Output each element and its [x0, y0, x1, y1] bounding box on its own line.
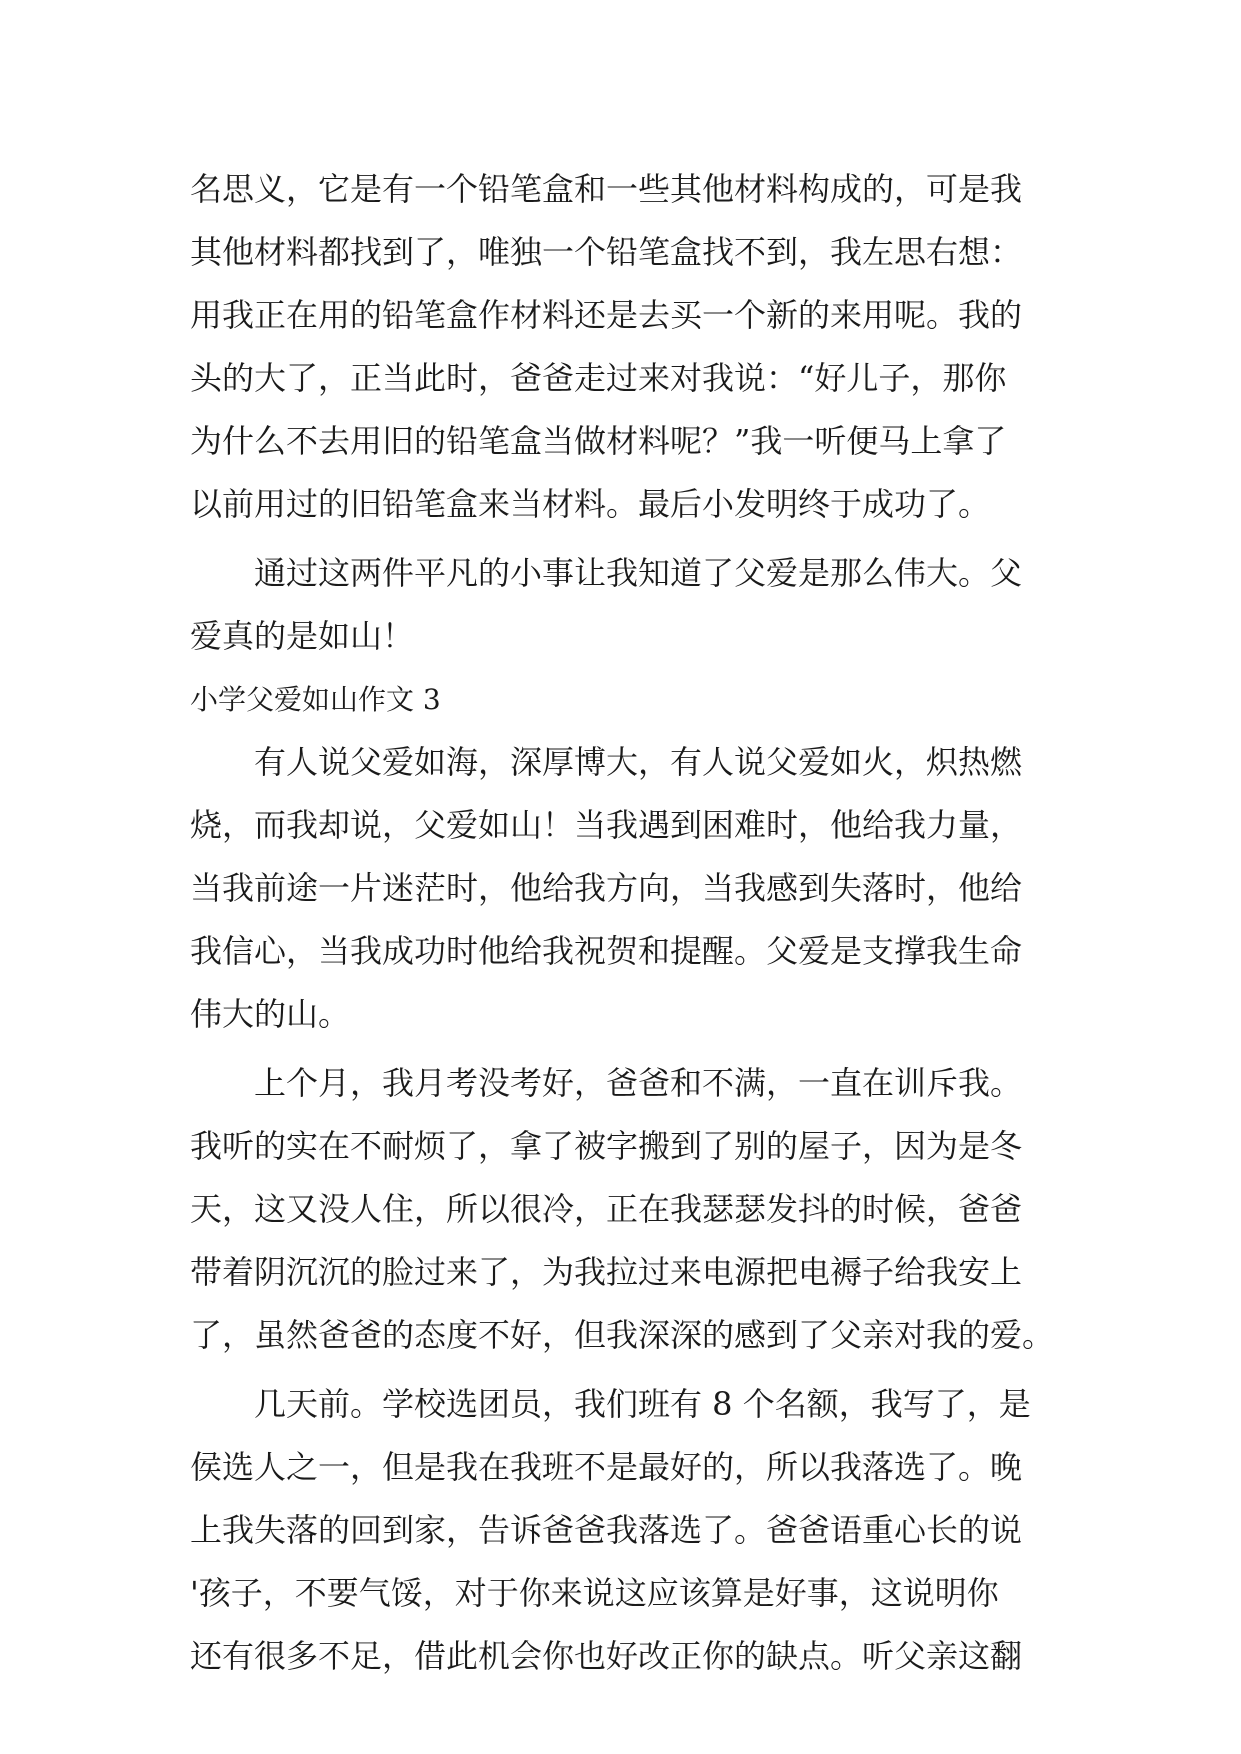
text-line: 我听的实在不耐烦了，拿了被字搬到了别的屋子，因为是冬 [190, 1127, 1023, 1165]
document-body [190, 158, 1070, 1688]
text-line: 有人说父爱如海，深厚博大，有人说父爱如火，炽热燃 [190, 743, 1023, 781]
text-line: 几天前。学校选团员，我们班有 8 个名额，我写了，是 [190, 1385, 1031, 1423]
text-line: 烧，而我却说，父爱如山！当我遇到困难时，他给我力量， [190, 806, 1023, 844]
text-line: '孩子，不要气馁，对于你来说这应该算是好事，这说明你 [190, 1574, 999, 1612]
text-line: 爱真的是如山！ [190, 617, 415, 655]
text-line: 上个月，我月考没考好，爸爸和不满，一直在训斥我。 [190, 1064, 1023, 1102]
text-line: 名思义，它是有一个铅笔盒和一些其他材料构成的，可是我 [190, 170, 1023, 208]
text-line: 其他材料都找到了，唯独一个铅笔盒找不到，我左思右想： [190, 233, 1023, 271]
paragraph [190, 731, 1070, 1046]
text-line: 用我正在用的铅笔盒作材料还是去买一个新的来用呢。我的 [190, 296, 1023, 334]
paragraph [190, 1052, 1070, 1367]
text-line: 伟大的山。 [190, 995, 351, 1033]
paragraph [190, 158, 1070, 536]
text-line: 天，这又没人住，所以很冷，正在我瑟瑟发抖的时候，爸爸 [190, 1190, 1023, 1228]
paragraph [190, 1373, 1070, 1688]
text-line: 我信心，当我成功时他给我祝贺和提醒。父爱是支撑我生命 [190, 932, 1023, 970]
text-line: 为什么不去用旧的铅笔盒当做材料呢？”我一听便马上拿了 [190, 422, 1007, 460]
text-line: 当我前途一片迷茫时，他给我方向，当我感到失落时，他给 [190, 869, 1023, 907]
text-line: 头的大了，正当此时，爸爸走过来对我说：“好儿子，那你 [190, 359, 1007, 397]
paragraph [190, 542, 1070, 668]
text-line: 通过这两件平凡的小事让我知道了父爱是那么伟大。父 [190, 554, 1023, 592]
text-line: 以前用过的旧铅笔盒来当材料。最后小发明终于成功了。 [190, 485, 991, 523]
heading-text: 小学父爱如山作文 3 [190, 683, 441, 716]
text-line: 上我失落的回到家，告诉爸爸我落选了。爸爸语重心长的说 [190, 1511, 1023, 1549]
text-line: 还有很多不足，借此机会你也好改正你的缺点。听父亲这翻 [190, 1637, 1023, 1675]
text-line: 侯选人之一，但是我在我班不是最好的，所以我落选了。晚 [190, 1448, 1023, 1486]
text-line: 带着阴沉沉的脸过来了，为我拉过来电源把电褥子给我安上 [190, 1253, 1023, 1291]
section-heading [190, 668, 1070, 731]
text-line: 了，虽然爸爸的态度不好，但我深深的感到了父亲对我的爱。 [190, 1316, 1055, 1354]
